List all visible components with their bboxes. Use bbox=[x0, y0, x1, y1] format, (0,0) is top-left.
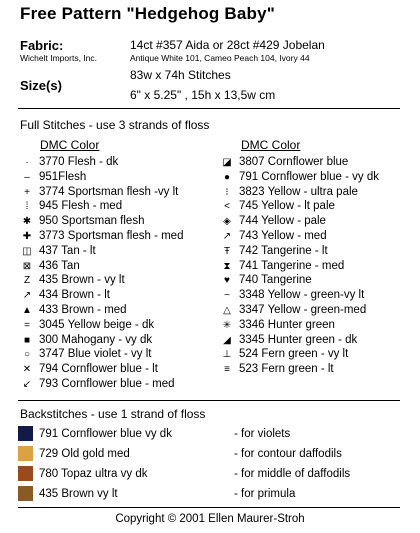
thread-label: 744 Yellow - pale bbox=[239, 215, 326, 228]
thread-item bbox=[20, 362, 158, 376]
thread-item bbox=[20, 303, 127, 317]
thread-item bbox=[220, 347, 348, 361]
color-swatch bbox=[18, 486, 33, 501]
thread-symbol-icon: – bbox=[24, 171, 30, 183]
thread-symbol-icon: · bbox=[25, 157, 29, 168]
thread-item bbox=[220, 244, 328, 258]
thread-label: 3345 Hunter green - dk bbox=[239, 333, 358, 346]
thread-symbol-icon: < bbox=[224, 201, 230, 213]
color-swatch bbox=[18, 426, 33, 441]
thread-label: 3823 Yellow - ultra pale bbox=[239, 185, 358, 198]
color-swatch bbox=[18, 446, 33, 461]
thread-label: 3747 Blue violet - vy lt bbox=[39, 348, 152, 361]
thread-symbol-icon: ✕ bbox=[22, 364, 32, 376]
thread-item bbox=[20, 244, 96, 258]
thread-symbol-icon: = bbox=[24, 319, 30, 331]
backstitch-code: 435 Brown vy lt bbox=[39, 488, 118, 500]
thread-symbol-icon: ↙ bbox=[22, 379, 32, 390]
thread-label: 3347 Yellow - green-med bbox=[239, 304, 367, 316]
thread-item bbox=[220, 155, 348, 169]
divider bbox=[18, 507, 400, 508]
backstitch-use: - for primula bbox=[234, 488, 296, 500]
thread-label: 3346 Hunter green bbox=[239, 318, 335, 331]
divider bbox=[18, 400, 400, 401]
thread-item bbox=[20, 170, 86, 184]
thread-label: 743 Yellow - med bbox=[239, 230, 327, 242]
thread-label: 791 Cornflower blue - vy dk bbox=[239, 170, 379, 183]
thread-label: 300 Mahogany - vy dk bbox=[39, 333, 153, 346]
thread-label: 951Flesh bbox=[39, 170, 87, 183]
thread-label: 740 Tangerine bbox=[239, 274, 312, 287]
thread-item bbox=[20, 347, 152, 361]
thread-item bbox=[220, 333, 357, 347]
backstitch-use: - for contour daffodils bbox=[234, 448, 342, 460]
thread-label: 3348 Yellow - green-vy lt bbox=[239, 289, 365, 302]
thread-symbol-icon: ◈ bbox=[223, 216, 231, 228]
fabric-manufacturer: Wichelt Imports, Inc. bbox=[20, 53, 97, 63]
thread-symbol-icon: Z bbox=[23, 275, 31, 287]
thread-label: 745 Yellow - lt pale bbox=[239, 200, 335, 213]
thread-symbol-icon: ⁝ bbox=[225, 186, 229, 198]
thread-label: 3807 Cornflower blue bbox=[239, 156, 349, 168]
thread-symbol-icon: ● bbox=[223, 171, 231, 183]
backstitch-row bbox=[18, 466, 350, 482]
fabric-value: 14ct #357 Aida or 28ct #429 Jobelan bbox=[130, 38, 325, 52]
thread-label: 742 Tangerine - lt bbox=[239, 244, 328, 257]
thread-label: 794 Cornflower blue - lt bbox=[39, 363, 158, 376]
thread-symbol-icon: ◢ bbox=[223, 334, 231, 346]
backstitch-code: 780 Topaz ultra vy dk bbox=[39, 468, 148, 480]
thread-symbol-icon: ○ bbox=[23, 349, 31, 361]
thread-symbol-icon: ◫ bbox=[22, 245, 32, 257]
thread-label: 945 Flesh - med bbox=[39, 200, 123, 213]
pattern-title: Free Pattern "Hedgehog Baby" bbox=[20, 4, 276, 23]
backstitch-code: 729 Old gold med bbox=[39, 448, 130, 460]
thread-symbol-icon: ◪ bbox=[222, 157, 232, 168]
thread-symbol-icon: ⧗ bbox=[223, 260, 231, 272]
thread-item bbox=[220, 199, 335, 213]
right-column-header: DMC Color bbox=[241, 138, 301, 152]
thread-item bbox=[220, 185, 358, 199]
thread-label: 3770 Flesh - dk bbox=[39, 156, 119, 168]
backstitch-code: 791 Cornflower blue vy dk bbox=[39, 428, 172, 440]
thread-item bbox=[20, 288, 110, 302]
thread-label: 950 Sportsman flesh bbox=[39, 215, 145, 228]
thread-label: 433 Brown - med bbox=[39, 304, 127, 316]
backstitch-use: - for violets bbox=[234, 428, 291, 440]
backstitch-row bbox=[18, 426, 290, 442]
thread-symbol-icon: ≡ bbox=[224, 364, 230, 376]
thread-label: 793 Cornflower blue - med bbox=[39, 378, 175, 390]
size-stitches: 83w x 74h Stitches bbox=[130, 68, 231, 82]
thread-item bbox=[20, 333, 152, 347]
size-dimensions: 6" x 5.25" , 15h x 13,5w cm bbox=[130, 88, 276, 102]
thread-item bbox=[220, 259, 344, 273]
thread-item bbox=[20, 155, 118, 169]
thread-item bbox=[20, 377, 175, 391]
full-stitches-title: Full Stitches - use 3 strands of floss bbox=[20, 118, 210, 132]
thread-symbol-icon: ♥ bbox=[224, 275, 230, 287]
thread-item bbox=[20, 214, 144, 228]
thread-label: 3774 Sportsman flesh -vy lt bbox=[39, 185, 179, 198]
backstitch-use: - for middle of daffodils bbox=[234, 468, 351, 480]
thread-label: 3045 Yellow beige - dk bbox=[39, 318, 155, 331]
thread-symbol-icon: + bbox=[24, 186, 30, 198]
divider bbox=[18, 108, 400, 109]
thread-symbol-icon: ▲ bbox=[22, 305, 32, 316]
thread-label: 523 Fern green - lt bbox=[239, 363, 334, 376]
thread-symbol-icon: ■ bbox=[23, 334, 31, 346]
thread-item bbox=[220, 288, 364, 302]
thread-symbol-icon: △ bbox=[223, 305, 231, 316]
color-swatch bbox=[18, 466, 33, 481]
thread-item bbox=[20, 273, 125, 287]
thread-symbol-icon: Ŧ bbox=[223, 245, 231, 257]
backstitch-row bbox=[18, 446, 342, 462]
thread-label: 434 Brown - lt bbox=[39, 289, 110, 302]
thread-item bbox=[220, 362, 334, 376]
thread-label: 3773 Sportsman flesh - med bbox=[39, 230, 184, 242]
thread-symbol-icon: ⁞ bbox=[25, 201, 29, 213]
thread-item bbox=[220, 170, 379, 184]
thread-item bbox=[20, 185, 178, 199]
thread-item bbox=[220, 273, 312, 287]
backstitches-title: Backstitches - use 1 strand of floss bbox=[20, 407, 206, 421]
fabric-colors: Antique White 101, Cameo Peach 104, Ivory 44 bbox=[130, 53, 310, 63]
thread-symbol-icon: ⊥ bbox=[222, 349, 232, 361]
thread-label: 437 Tan - lt bbox=[39, 244, 96, 257]
thread-symbol-icon: ↗ bbox=[22, 290, 32, 302]
left-column-header: DMC Color bbox=[40, 138, 100, 152]
thread-item bbox=[220, 214, 326, 228]
size-label: Size(s) bbox=[20, 78, 62, 93]
thread-item bbox=[220, 303, 366, 317]
thread-item bbox=[20, 199, 122, 213]
backstitch-row bbox=[18, 486, 295, 502]
thread-item bbox=[20, 318, 154, 332]
thread-symbol-icon: ~ bbox=[224, 290, 230, 302]
thread-symbol-icon: ✳ bbox=[222, 319, 232, 331]
thread-label: 524 Fern green - vy lt bbox=[239, 348, 349, 361]
copyright: Copyright © 2001 Ellen Maurer-Stroh bbox=[115, 513, 305, 525]
thread-symbol-icon: ✱ bbox=[22, 216, 32, 228]
thread-label: 741 Tangerine - med bbox=[239, 259, 345, 272]
thread-label: 435 Brown - vy lt bbox=[39, 274, 125, 287]
fabric-label: Fabric: bbox=[20, 38, 64, 53]
thread-symbol-icon: ✚ bbox=[22, 231, 32, 242]
thread-item bbox=[220, 229, 327, 243]
thread-label: 436 Tan bbox=[39, 259, 80, 272]
thread-item bbox=[220, 318, 335, 332]
thread-symbol-icon: ⊠ bbox=[22, 260, 32, 272]
thread-symbol-icon: ↗ bbox=[222, 231, 232, 242]
thread-item bbox=[20, 259, 80, 273]
thread-item bbox=[20, 229, 183, 243]
